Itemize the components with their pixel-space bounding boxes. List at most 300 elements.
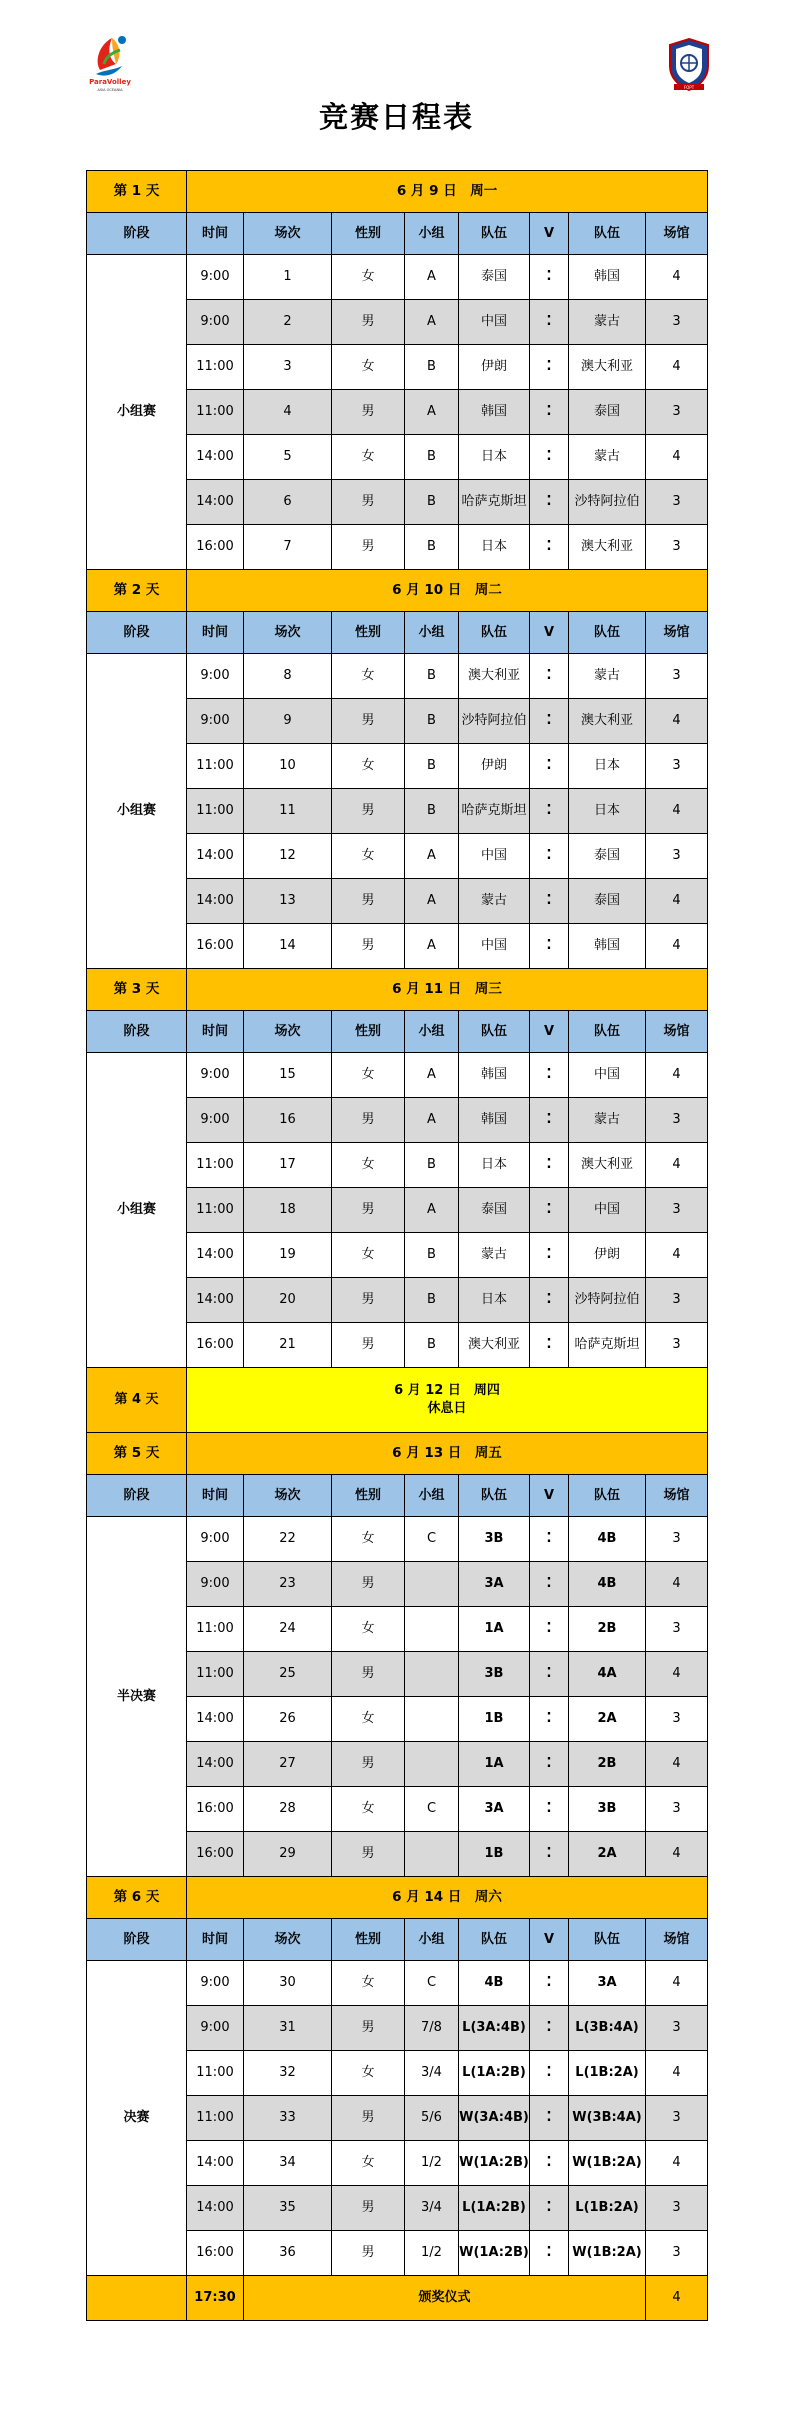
match-time: 14:00 bbox=[187, 1233, 244, 1278]
team-away: 泰国 bbox=[569, 390, 646, 435]
vs-separator: ⁚ bbox=[530, 1652, 569, 1697]
team-home: 3A bbox=[459, 1787, 530, 1832]
header-match: 场次 bbox=[244, 1475, 332, 1517]
header-team1: 队伍 bbox=[459, 612, 530, 654]
vs-separator: ⁚ bbox=[530, 1742, 569, 1787]
match-gender: 男 bbox=[332, 2231, 405, 2276]
match-venue: 3 bbox=[646, 1517, 708, 1562]
header-venue: 场馆 bbox=[646, 1919, 708, 1961]
match-venue: 3 bbox=[646, 1278, 708, 1323]
match-group: 5/6 bbox=[405, 2096, 459, 2141]
match-group: A bbox=[405, 834, 459, 879]
team-home: 沙特阿拉伯 bbox=[459, 699, 530, 744]
team-home: 4B bbox=[459, 1961, 530, 2006]
team-home: 澳大利亚 bbox=[459, 1323, 530, 1368]
vs-separator: ⁚ bbox=[530, 744, 569, 789]
day-row bbox=[87, 1433, 708, 1475]
vs-separator: ⁚ bbox=[530, 435, 569, 480]
header-time: 时间 bbox=[187, 213, 244, 255]
vs-separator: ⁚ bbox=[530, 654, 569, 699]
match-group: B bbox=[405, 1323, 459, 1368]
vs-separator: ⁚ bbox=[530, 879, 569, 924]
team-home: 韩国 bbox=[459, 1098, 530, 1143]
header-venue: 场馆 bbox=[646, 1011, 708, 1053]
match-group: B bbox=[405, 789, 459, 834]
team-away: L(1B:2A) bbox=[569, 2051, 646, 2096]
header-group: 小组 bbox=[405, 1011, 459, 1053]
match-row bbox=[87, 1053, 708, 1098]
header-team2: 队伍 bbox=[569, 1919, 646, 1961]
ceremony-blank bbox=[87, 2276, 187, 2321]
header-gender: 性别 bbox=[332, 612, 405, 654]
team-home: 韩国 bbox=[459, 390, 530, 435]
match-group: B bbox=[405, 654, 459, 699]
match-group: C bbox=[405, 1787, 459, 1832]
team-home: 哈萨克斯坦 bbox=[459, 789, 530, 834]
match-gender: 男 bbox=[332, 1652, 405, 1697]
team-home: L(1A:2B) bbox=[459, 2186, 530, 2231]
match-venue: 4 bbox=[646, 879, 708, 924]
team-home: 蒙古 bbox=[459, 1233, 530, 1278]
vs-separator: ⁚ bbox=[530, 255, 569, 300]
header-match: 场次 bbox=[244, 213, 332, 255]
match-time: 11:00 bbox=[187, 390, 244, 435]
svg-text:ParaVolley: ParaVolley bbox=[89, 78, 131, 86]
match-gender: 女 bbox=[332, 1697, 405, 1742]
match-time: 14:00 bbox=[187, 2186, 244, 2231]
header-vs: V bbox=[530, 1475, 569, 1517]
stage-cell: 小组赛 bbox=[87, 654, 187, 969]
match-row bbox=[87, 255, 708, 300]
schedule-table bbox=[86, 170, 708, 2321]
match-venue: 3 bbox=[646, 1607, 708, 1652]
match-venue: 4 bbox=[646, 1053, 708, 1098]
match-number: 34 bbox=[244, 2141, 332, 2186]
match-group: B bbox=[405, 345, 459, 390]
team-home: 日本 bbox=[459, 1143, 530, 1188]
match-group: A bbox=[405, 879, 459, 924]
team-home: 3A bbox=[459, 1562, 530, 1607]
match-group: A bbox=[405, 300, 459, 345]
vs-separator: ⁚ bbox=[530, 1832, 569, 1877]
match-number: 23 bbox=[244, 1562, 332, 1607]
match-group: 3/4 bbox=[405, 2051, 459, 2096]
match-number: 22 bbox=[244, 1517, 332, 1562]
match-number: 32 bbox=[244, 2051, 332, 2096]
team-away: 伊朗 bbox=[569, 1233, 646, 1278]
header-group: 小组 bbox=[405, 1919, 459, 1961]
header-team2: 队伍 bbox=[569, 612, 646, 654]
vs-separator: ⁚ bbox=[530, 525, 569, 570]
match-gender: 男 bbox=[332, 525, 405, 570]
team-home: 中国 bbox=[459, 834, 530, 879]
svg-text:FOPT: FOPT bbox=[683, 85, 695, 90]
match-time: 14:00 bbox=[187, 1697, 244, 1742]
match-time: 16:00 bbox=[187, 2231, 244, 2276]
svg-text:ASIA OCEANIA: ASIA OCEANIA bbox=[97, 88, 123, 92]
match-venue: 4 bbox=[646, 2141, 708, 2186]
match-venue: 4 bbox=[646, 1562, 708, 1607]
match-venue: 4 bbox=[646, 2051, 708, 2096]
header-vs: V bbox=[530, 213, 569, 255]
match-number: 35 bbox=[244, 2186, 332, 2231]
rest-day-label: 休息日 bbox=[427, 1401, 467, 1416]
vs-separator: ⁚ bbox=[530, 1787, 569, 1832]
team-away: 日本 bbox=[569, 789, 646, 834]
header-stage: 阶段 bbox=[87, 1919, 187, 1961]
team-away: 4B bbox=[569, 1562, 646, 1607]
stage-cell: 半决赛 bbox=[87, 1517, 187, 1877]
match-time: 9:00 bbox=[187, 1098, 244, 1143]
match-number: 12 bbox=[244, 834, 332, 879]
match-number: 29 bbox=[244, 1832, 332, 1877]
team-away: 澳大利亚 bbox=[569, 1143, 646, 1188]
match-venue: 3 bbox=[646, 1787, 708, 1832]
header-time: 时间 bbox=[187, 612, 244, 654]
vs-separator: ⁚ bbox=[530, 1188, 569, 1233]
match-venue: 3 bbox=[646, 1323, 708, 1368]
match-number: 28 bbox=[244, 1787, 332, 1832]
team-away: W(1B:2A) bbox=[569, 2141, 646, 2186]
match-gender: 男 bbox=[332, 1098, 405, 1143]
match-group bbox=[405, 1742, 459, 1787]
match-venue: 3 bbox=[646, 2231, 708, 2276]
vs-separator: ⁚ bbox=[530, 2051, 569, 2096]
team-home: 蒙古 bbox=[459, 879, 530, 924]
match-time: 11:00 bbox=[187, 789, 244, 834]
match-group: A bbox=[405, 924, 459, 969]
match-number: 26 bbox=[244, 1697, 332, 1742]
vs-separator: ⁚ bbox=[530, 1098, 569, 1143]
team-home: 中国 bbox=[459, 300, 530, 345]
match-group: B bbox=[405, 525, 459, 570]
team-home: 澳大利亚 bbox=[459, 654, 530, 699]
day-row bbox=[87, 570, 708, 612]
match-venue: 3 bbox=[646, 1697, 708, 1742]
header-team1: 队伍 bbox=[459, 213, 530, 255]
team-home: 日本 bbox=[459, 525, 530, 570]
vs-separator: ⁚ bbox=[530, 2231, 569, 2276]
match-time: 11:00 bbox=[187, 2096, 244, 2141]
match-group: C bbox=[405, 1961, 459, 2006]
match-number: 21 bbox=[244, 1323, 332, 1368]
match-number: 11 bbox=[244, 789, 332, 834]
team-away: 澳大利亚 bbox=[569, 345, 646, 390]
team-away: 3B bbox=[569, 1787, 646, 1832]
header-team2: 队伍 bbox=[569, 1011, 646, 1053]
team-away: 蒙古 bbox=[569, 654, 646, 699]
match-group: B bbox=[405, 699, 459, 744]
vs-separator: ⁚ bbox=[530, 834, 569, 879]
team-home: 中国 bbox=[459, 924, 530, 969]
match-gender: 男 bbox=[332, 1742, 405, 1787]
header-match: 场次 bbox=[244, 612, 332, 654]
match-gender: 女 bbox=[332, 1961, 405, 2006]
match-venue: 3 bbox=[646, 525, 708, 570]
day-row bbox=[87, 1877, 708, 1919]
match-time: 14:00 bbox=[187, 435, 244, 480]
match-gender: 男 bbox=[332, 2006, 405, 2051]
team-home: 1A bbox=[459, 1607, 530, 1652]
column-header-row bbox=[87, 612, 708, 654]
match-gender: 男 bbox=[332, 480, 405, 525]
match-number: 5 bbox=[244, 435, 332, 480]
vs-separator: ⁚ bbox=[530, 2186, 569, 2231]
team-away: 泰国 bbox=[569, 834, 646, 879]
match-time: 14:00 bbox=[187, 480, 244, 525]
match-time: 9:00 bbox=[187, 2006, 244, 2051]
match-group: A bbox=[405, 255, 459, 300]
match-gender: 女 bbox=[332, 1053, 405, 1098]
match-time: 16:00 bbox=[187, 525, 244, 570]
match-gender: 女 bbox=[332, 1607, 405, 1652]
match-time: 9:00 bbox=[187, 699, 244, 744]
team-home: L(3A:4B) bbox=[459, 2006, 530, 2051]
team-away: 泰国 bbox=[569, 879, 646, 924]
rest-day-cell bbox=[187, 1368, 708, 1433]
team-away: 2A bbox=[569, 1832, 646, 1877]
match-group bbox=[405, 1652, 459, 1697]
match-gender: 男 bbox=[332, 1832, 405, 1877]
match-venue: 4 bbox=[646, 1742, 708, 1787]
stage-cell: 小组赛 bbox=[87, 1053, 187, 1368]
day-date: 6 月 9 日 周一 bbox=[187, 171, 708, 213]
column-header-row bbox=[87, 1011, 708, 1053]
match-group: 1/2 bbox=[405, 2141, 459, 2186]
day-row bbox=[87, 171, 708, 213]
match-venue: 4 bbox=[646, 255, 708, 300]
match-venue: 3 bbox=[646, 480, 708, 525]
team-away: L(1B:2A) bbox=[569, 2186, 646, 2231]
vs-separator: ⁚ bbox=[530, 480, 569, 525]
match-time: 14:00 bbox=[187, 1278, 244, 1323]
vs-separator: ⁚ bbox=[530, 699, 569, 744]
match-group: A bbox=[405, 1188, 459, 1233]
team-away: L(3B:4A) bbox=[569, 2006, 646, 2051]
match-row bbox=[87, 1961, 708, 2006]
team-away: 沙特阿拉伯 bbox=[569, 1278, 646, 1323]
team-away: 蒙古 bbox=[569, 435, 646, 480]
match-time: 16:00 bbox=[187, 1832, 244, 1877]
match-number: 7 bbox=[244, 525, 332, 570]
header-match: 场次 bbox=[244, 1011, 332, 1053]
match-time: 11:00 bbox=[187, 2051, 244, 2096]
day-label: 第 6 天 bbox=[87, 1877, 187, 1919]
match-number: 8 bbox=[244, 654, 332, 699]
match-venue: 4 bbox=[646, 345, 708, 390]
header-gender: 性别 bbox=[332, 213, 405, 255]
match-number: 18 bbox=[244, 1188, 332, 1233]
header-team2: 队伍 bbox=[569, 1475, 646, 1517]
match-number: 10 bbox=[244, 744, 332, 789]
header-group: 小组 bbox=[405, 612, 459, 654]
match-venue: 3 bbox=[646, 390, 708, 435]
stage-cell: 小组赛 bbox=[87, 255, 187, 570]
match-gender: 男 bbox=[332, 2096, 405, 2141]
match-time: 16:00 bbox=[187, 924, 244, 969]
header-gender: 性别 bbox=[332, 1919, 405, 1961]
day-label: 第 3 天 bbox=[87, 969, 187, 1011]
header-time: 时间 bbox=[187, 1919, 244, 1961]
header-stage: 阶段 bbox=[87, 213, 187, 255]
match-group: B bbox=[405, 1233, 459, 1278]
vs-separator: ⁚ bbox=[530, 1053, 569, 1098]
vs-separator: ⁚ bbox=[530, 1697, 569, 1742]
header-vs: V bbox=[530, 1919, 569, 1961]
header-match: 场次 bbox=[244, 1919, 332, 1961]
match-gender: 男 bbox=[332, 2186, 405, 2231]
team-home: W(3A:4B) bbox=[459, 2096, 530, 2141]
team-away: 2B bbox=[569, 1607, 646, 1652]
header-time: 时间 bbox=[187, 1011, 244, 1053]
ceremony-time: 17:30 bbox=[187, 2276, 244, 2321]
ceremony-label: 颁奖仪式 bbox=[244, 2276, 646, 2321]
match-time: 9:00 bbox=[187, 1517, 244, 1562]
team-home: 伊朗 bbox=[459, 744, 530, 789]
match-venue: 3 bbox=[646, 1188, 708, 1233]
match-venue: 3 bbox=[646, 744, 708, 789]
day-label: 第 2 天 bbox=[87, 570, 187, 612]
match-group: B bbox=[405, 435, 459, 480]
match-row bbox=[87, 654, 708, 699]
match-number: 36 bbox=[244, 2231, 332, 2276]
match-group: B bbox=[405, 1143, 459, 1188]
match-time: 11:00 bbox=[187, 744, 244, 789]
header-vs: V bbox=[530, 1011, 569, 1053]
team-home: 韩国 bbox=[459, 1053, 530, 1098]
match-gender: 男 bbox=[332, 1188, 405, 1233]
match-venue: 3 bbox=[646, 2186, 708, 2231]
day-label: 第 4 天 bbox=[87, 1368, 187, 1433]
match-venue: 3 bbox=[646, 300, 708, 345]
match-group: C bbox=[405, 1517, 459, 1562]
match-venue: 3 bbox=[646, 2006, 708, 2051]
match-time: 9:00 bbox=[187, 654, 244, 699]
stage-cell: 决赛 bbox=[87, 1961, 187, 2276]
match-venue: 4 bbox=[646, 435, 708, 480]
match-row bbox=[87, 1517, 708, 1562]
match-number: 33 bbox=[244, 2096, 332, 2141]
match-gender: 男 bbox=[332, 1278, 405, 1323]
team-home: W(1A:2B) bbox=[459, 2231, 530, 2276]
team-home: 哈萨克斯坦 bbox=[459, 480, 530, 525]
team-home: 3B bbox=[459, 1652, 530, 1697]
match-number: 13 bbox=[244, 879, 332, 924]
team-home: 1B bbox=[459, 1697, 530, 1742]
team-away: W(3B:4A) bbox=[569, 2096, 646, 2141]
page-title: 竞赛日程表 bbox=[318, 100, 474, 134]
match-number: 25 bbox=[244, 1652, 332, 1697]
match-gender: 女 bbox=[332, 2051, 405, 2096]
column-header-row bbox=[87, 1919, 708, 1961]
paravolley-logo bbox=[86, 30, 134, 96]
match-time: 11:00 bbox=[187, 1188, 244, 1233]
team-home: 1A bbox=[459, 1742, 530, 1787]
match-gender: 女 bbox=[332, 1787, 405, 1832]
match-gender: 女 bbox=[332, 1233, 405, 1278]
header-time: 时间 bbox=[187, 1475, 244, 1517]
header-team1: 队伍 bbox=[459, 1475, 530, 1517]
match-gender: 男 bbox=[332, 390, 405, 435]
team-away: 蒙古 bbox=[569, 1098, 646, 1143]
team-away: 澳大利亚 bbox=[569, 699, 646, 744]
day-label: 第 5 天 bbox=[87, 1433, 187, 1475]
team-away: 4B bbox=[569, 1517, 646, 1562]
team-home: L(1A:2B) bbox=[459, 2051, 530, 2096]
ceremony-venue: 4 bbox=[646, 2276, 708, 2321]
match-group bbox=[405, 1562, 459, 1607]
match-number: 4 bbox=[244, 390, 332, 435]
vs-separator: ⁚ bbox=[530, 2006, 569, 2051]
match-group: 1/2 bbox=[405, 2231, 459, 2276]
match-gender: 女 bbox=[332, 654, 405, 699]
vs-separator: ⁚ bbox=[530, 924, 569, 969]
team-away: 韩国 bbox=[569, 924, 646, 969]
match-number: 9 bbox=[244, 699, 332, 744]
match-group bbox=[405, 1832, 459, 1877]
day-date: 6 月 13 日 周五 bbox=[187, 1433, 708, 1475]
match-group: B bbox=[405, 1278, 459, 1323]
vs-separator: ⁚ bbox=[530, 1143, 569, 1188]
vs-separator: ⁚ bbox=[530, 1562, 569, 1607]
team-away: 沙特阿拉伯 bbox=[569, 480, 646, 525]
team-away: W(1B:2A) bbox=[569, 2231, 646, 2276]
day-label: 第 1 天 bbox=[87, 171, 187, 213]
match-group: A bbox=[405, 1053, 459, 1098]
team-away: 2B bbox=[569, 1742, 646, 1787]
match-gender: 女 bbox=[332, 1143, 405, 1188]
column-header-row bbox=[87, 1475, 708, 1517]
federation-emblem-logo bbox=[665, 36, 713, 94]
match-venue: 4 bbox=[646, 924, 708, 969]
match-gender: 男 bbox=[332, 699, 405, 744]
team-away: 3A bbox=[569, 1961, 646, 2006]
column-header-row bbox=[87, 213, 708, 255]
header-group: 小组 bbox=[405, 1475, 459, 1517]
match-group: 7/8 bbox=[405, 2006, 459, 2051]
match-gender: 女 bbox=[332, 834, 405, 879]
vs-separator: ⁚ bbox=[530, 1233, 569, 1278]
match-number: 6 bbox=[244, 480, 332, 525]
match-gender: 男 bbox=[332, 1562, 405, 1607]
header-gender: 性别 bbox=[332, 1475, 405, 1517]
match-venue: 3 bbox=[646, 654, 708, 699]
team-away: 哈萨克斯坦 bbox=[569, 1323, 646, 1368]
team-away: 澳大利亚 bbox=[569, 525, 646, 570]
header-vs: V bbox=[530, 612, 569, 654]
match-number: 17 bbox=[244, 1143, 332, 1188]
day-date: 6 月 10 日 周二 bbox=[187, 570, 708, 612]
team-away: 2A bbox=[569, 1697, 646, 1742]
match-venue: 4 bbox=[646, 1143, 708, 1188]
match-number: 2 bbox=[244, 300, 332, 345]
match-group: A bbox=[405, 390, 459, 435]
match-number: 20 bbox=[244, 1278, 332, 1323]
match-number: 24 bbox=[244, 1607, 332, 1652]
match-time: 9:00 bbox=[187, 1053, 244, 1098]
match-group: A bbox=[405, 1098, 459, 1143]
match-time: 11:00 bbox=[187, 1607, 244, 1652]
team-home: 泰国 bbox=[459, 1188, 530, 1233]
day-date: 6 月 14 日 周六 bbox=[187, 1877, 708, 1919]
vs-separator: ⁚ bbox=[530, 1278, 569, 1323]
team-home: W(1A:2B) bbox=[459, 2141, 530, 2186]
header-team1: 队伍 bbox=[459, 1919, 530, 1961]
match-group: B bbox=[405, 744, 459, 789]
match-gender: 男 bbox=[332, 789, 405, 834]
vs-separator: ⁚ bbox=[530, 1517, 569, 1562]
header-venue: 场馆 bbox=[646, 213, 708, 255]
